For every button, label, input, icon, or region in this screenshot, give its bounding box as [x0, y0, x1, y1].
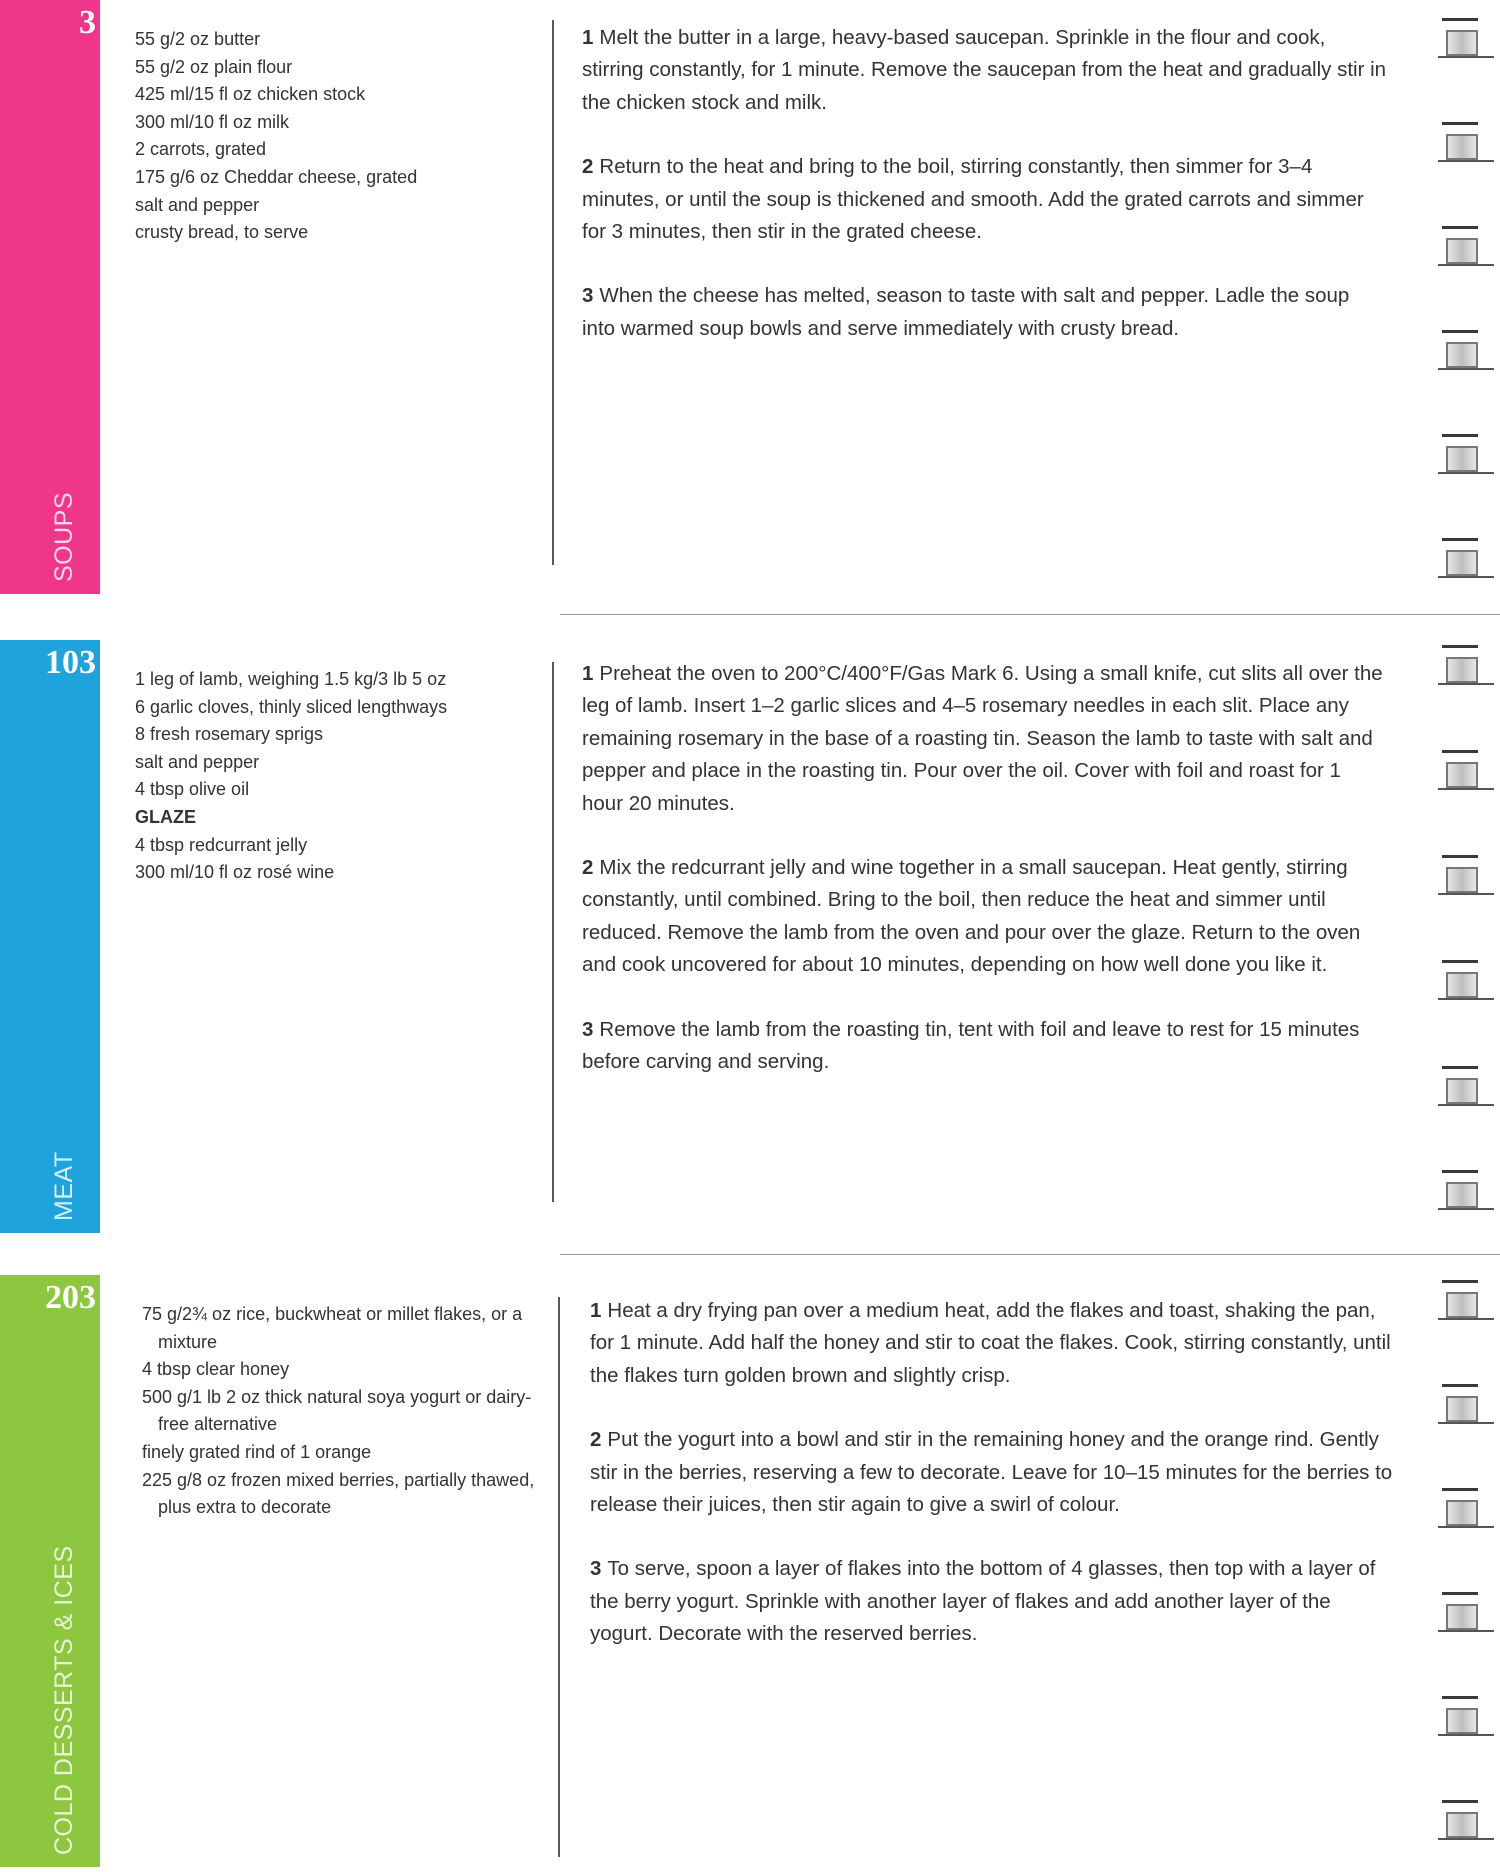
binding-ring-icon: [1438, 1696, 1494, 1744]
column-divider: [552, 20, 554, 565]
recipe-number: 3: [79, 4, 96, 41]
step-number: 1: [582, 662, 594, 685]
ingredient: 425 ml/15 fl oz chicken stock: [135, 84, 366, 105]
step-text: Preheat the oven to 200°C/400°F/Gas Mark 6. Using a small knife, cut slits all over the leg of lamb. Insert 1–2 garlic slices and 4–5 rosemary needles in each slit. Place any remaining rosemary in the base of a roasting tin. Season the lamb to taste with salt and pepper and place in the roasting tin. Pour over the oil. Cover with foil and roast for 1 hour 20 minutes.: [582, 662, 1383, 815]
ingredient: 300 ml/10 fl oz rosé wine: [135, 862, 335, 883]
ingredient: 175 g/6 oz Cheddar cheese, grated: [135, 166, 418, 187]
ingredients-list: [142, 1301, 542, 1522]
step-number: 2: [582, 856, 594, 880]
binding-ring-icon: [1438, 750, 1494, 798]
method-step: [590, 1424, 1395, 1521]
category-tab: [0, 1275, 100, 1867]
binding-ring-icon: [1438, 1280, 1494, 1328]
ingredient: salt and pepper: [135, 194, 260, 215]
binding-ring-icon: [1438, 1488, 1494, 1536]
binding-ring-icon: [1438, 330, 1494, 378]
binding-ring-icon: [1438, 1170, 1494, 1218]
method-step: [582, 280, 1387, 345]
step-text: Mix the redcurrant jelly and wine together in a small saucepan. Heat gently, stirring constantly, until combined. Bring to the boil, then reduce the heat and simmer until reduced. Remove the lamb from the oven and pour over the glaze. Return to the oven and cook uncovered for about 10 minutes, depending on how well done you like it.: [582, 856, 1361, 977]
category-label: COLD DESSERTS & ICES: [50, 1545, 78, 1855]
binding-ring-icon: [1438, 122, 1494, 170]
ingredient: salt and pepper: [135, 751, 260, 772]
ingredient: 4 tbsp clear honey: [142, 1359, 290, 1380]
ingredient: crusty bread, to serve: [135, 222, 309, 243]
binding-ring-icon: [1438, 645, 1494, 693]
step-number: 1: [590, 1299, 602, 1322]
binding-ring-icon: [1438, 226, 1494, 274]
step-number: 2: [590, 1428, 602, 1452]
ingredient-section-heading: GLAZE: [135, 806, 196, 827]
binding-ring-icon: [1438, 960, 1494, 1008]
ingredients-list: [135, 666, 535, 887]
binding-ring-icon: [1438, 855, 1494, 903]
category-label: SOUPS: [50, 491, 78, 582]
ingredient: 2 carrots, grated: [135, 139, 267, 160]
binding-ring-icon: [1438, 1800, 1494, 1848]
recipe-number: 103: [45, 644, 96, 681]
card-separator: [560, 614, 1500, 615]
recipe-card-meat: [0, 640, 1500, 1240]
ingredient: 8 fresh rosemary sprigs: [135, 724, 324, 745]
binding-ring-icon: [1438, 1384, 1494, 1432]
step-text: Heat a dry frying pan over a medium heat, add the flakes and toast, shaking the pan, for 1 minute. Add half the honey and stir to coat the flakes. Cook, stirring constantly, until the flakes turn golden brown and slightly crisp.: [590, 1299, 1391, 1387]
ingredients-list: [135, 26, 535, 247]
step-text: To serve, spoon a layer of flakes into the bottom of 4 glasses, then top with a layer of the berry yogurt. Sprinkle with another layer of flakes and add another layer of the yogurt. Decorate with the reserved berries.: [590, 1557, 1376, 1646]
ingredient: 6 garlic cloves, thinly sliced lengthways: [135, 696, 448, 717]
method-step: [582, 22, 1387, 119]
method-step: [582, 151, 1387, 248]
method-step: [590, 1553, 1395, 1650]
category-label: MEAT: [50, 1151, 78, 1221]
binding-ring-icon: [1438, 1066, 1494, 1114]
binding-ring-icon: [1438, 434, 1494, 482]
binding-ring-icon: [1438, 1592, 1494, 1640]
column-divider: [558, 1297, 560, 1857]
step-text: Melt the butter in a large, heavy-based saucepan. Sprinkle in the flour and cook, stirring constantly, for 1 minute. Remove the saucepan from the heat and gradually stir in the chicken stock and milk.: [582, 26, 1387, 114]
recipe-card-soups: [0, 0, 1500, 600]
ingredient: 55 g/2 oz butter: [135, 29, 261, 49]
method-step: [582, 852, 1387, 982]
step-number: 3: [590, 1557, 602, 1581]
recipe-number: 203: [45, 1279, 96, 1316]
ingredient: 300 ml/10 fl oz milk: [135, 111, 290, 132]
spiral-binding: [1420, 0, 1500, 1872]
ingredient: 55 g/2 oz plain flour: [135, 56, 293, 77]
ingredient: 1 leg of lamb, weighing 1.5 kg/3 lb 5 oz: [135, 669, 447, 689]
step-number: 3: [582, 1017, 594, 1041]
category-tab: [0, 640, 100, 1233]
ingredient: 75 g/2¾ oz rice, buckwheat or millet flakes, or a mixture: [142, 1304, 523, 1352]
step-text: Put the yogurt into a bowl and stir in the remaining honey and the orange rind. Gently stir in the berries, reserving a few to decorate. Leave for 10–15 minutes for the berries to release their juices, then stir again to give a swirl of colour.: [590, 1428, 1393, 1517]
method-step: [590, 1295, 1395, 1392]
binding-ring-icon: [1438, 538, 1494, 586]
recipe-card-cold-desserts: [0, 1275, 1500, 1872]
ingredient: finely grated rind of 1 orange: [142, 1441, 372, 1462]
step-text: When the cheese has melted, season to taste with salt and pepper. Ladle the soup into warmed soup bowls and serve immediately with crusty bread.: [582, 284, 1350, 340]
method-step: [582, 658, 1387, 820]
method-steps: [590, 1295, 1395, 1683]
method-step: [582, 1014, 1387, 1079]
method-steps: [582, 658, 1387, 1110]
binding-ring-icon: [1438, 18, 1494, 66]
ingredient: 225 g/8 oz frozen mixed berries, partially thawed, plus extra to decorate: [142, 1469, 535, 1518]
column-divider: [552, 662, 554, 1202]
ingredient: 4 tbsp redcurrant jelly: [135, 834, 308, 855]
ingredient: 4 tbsp olive oil: [135, 779, 250, 800]
ingredient: 500 g/1 lb 2 oz thick natural soya yogurt or dairy-free alternative: [142, 1386, 532, 1435]
step-number: 1: [582, 26, 594, 49]
method-steps: [582, 22, 1387, 377]
category-tab: [0, 0, 100, 594]
step-text: Return to the heat and bring to the boil, stirring constantly, then simmer for 3–4 minutes, or until the soup is thickened and smooth. Add the grated carrots and simmer for 3 minutes, then stir in the grated cheese.: [582, 155, 1364, 244]
step-number: 3: [582, 284, 594, 308]
step-text: Remove the lamb from the roasting tin, tent with foil and leave to rest for 15 minutes before carving and serving.: [582, 1017, 1360, 1074]
card-separator: [560, 1254, 1500, 1255]
step-number: 2: [582, 155, 594, 179]
